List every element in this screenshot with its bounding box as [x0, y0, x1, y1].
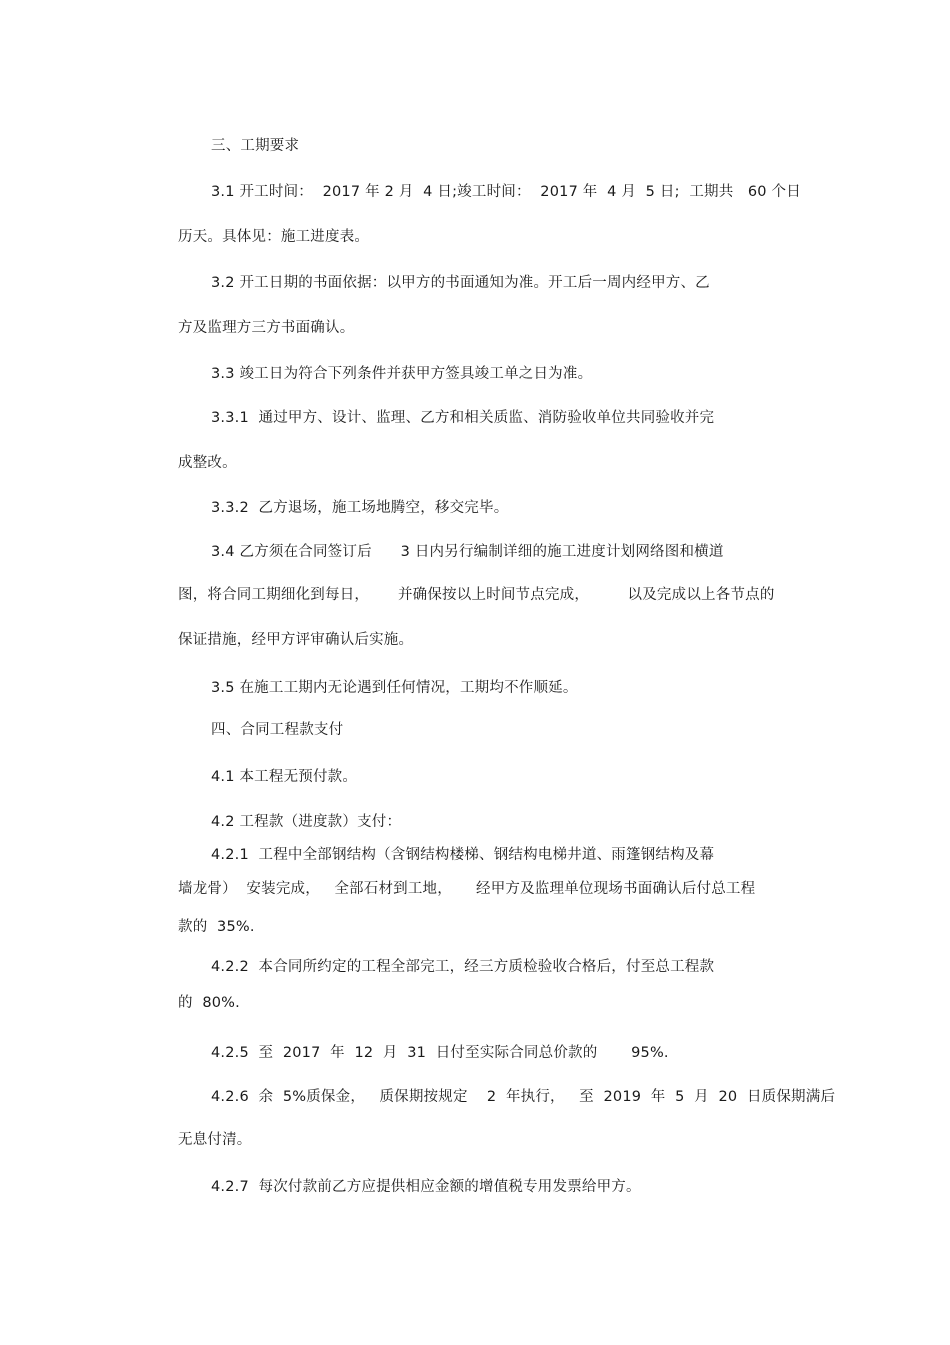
clause-3-3: 3.3 竣工日为符合下列条件并获甲方签具竣工单之日为准。 [211, 366, 593, 382]
clause-3-3-1-line-2: 成整改。 [178, 455, 237, 471]
clause-4-2-2-line-2: 的 80%. [178, 995, 240, 1011]
clause-3-2-line-1: 3.2 开工日期的书面依据：以甲方的书面通知为准。开工后一周内经甲方、乙 [211, 275, 710, 291]
clause-4-2-1-line-3: 款的 35%. [178, 919, 255, 935]
clause-3-3-1-line-1: 3.3.1 通过甲方、设计、监理、乙方和相关质监、消防验收单位共同验收并完 [211, 410, 715, 426]
clause-3-4-line-2: 图，将合同工期细化到每日， 并确保按以上时间节点完成， 以及完成以上各节点的 [178, 587, 775, 603]
clause-4-2: 4.2 工程款（进度款）支付： [211, 814, 402, 830]
clause-4-2-7: 4.2.7 每次付款前乙方应提供相应金额的增值税专用发票给甲方。 [211, 1179, 641, 1195]
clause-3-5: 3.5 在施工工期内无论遇到任何情况，工期均不作顺延。 [211, 680, 578, 696]
clause-3-4-line-1: 3.4 乙方须在合同签订后 3 日内另行编制详细的施工进度计划网络图和横道 [211, 544, 724, 560]
clause-4-2-6-line-2: 无息付清。 [178, 1132, 252, 1148]
clause-3-1-line-1: 3.1 开工时间： 2017 年 2 月 4 日;竣工时间： 2017 年 4 月 5 日; 工期共 60 个日 [211, 184, 801, 200]
clause-3-4-line-3: 保证措施，经甲方评审确认后实施。 [178, 632, 414, 648]
clause-3-3-2: 3.3.2 乙方退场，施工场地腾空，移交完毕。 [211, 500, 509, 516]
clause-4-2-1-line-2: 墙龙骨） 安装完成， 全部石材到工地， 经甲方及监理单位现场书面确认后付总工程 [178, 881, 756, 897]
clause-4-2-5: 4.2.5 至 2017 年 12 月 31 日付至实际合同总价款的 95%. [211, 1045, 669, 1061]
clause-3-2-line-2: 方及监理方三方书面确认。 [178, 320, 355, 336]
section-heading-payment: 四、合同工程款支付 [211, 722, 344, 738]
clause-3-1-line-2: 历天。具体见：施工进度表。 [178, 229, 370, 245]
section-heading-schedule: 三、工期要求 [211, 138, 300, 154]
clause-4-1: 4.1 本工程无预付款。 [211, 769, 358, 785]
clause-4-2-2-line-1: 4.2.2 本合同所约定的工程全部完工，经三方质检验收合格后，付至总工程款 [211, 959, 715, 975]
clause-4-2-1-line-1: 4.2.1 工程中全部钢结构（含钢结构楼梯、钢结构电梯井道、雨篷钢结构及幕 [211, 847, 715, 863]
clause-4-2-6-line-1: 4.2.6 余 5%质保金， 质保期按规定 2 年执行， 至 2019 年 5 月 20 日质保期满后 [211, 1089, 836, 1105]
